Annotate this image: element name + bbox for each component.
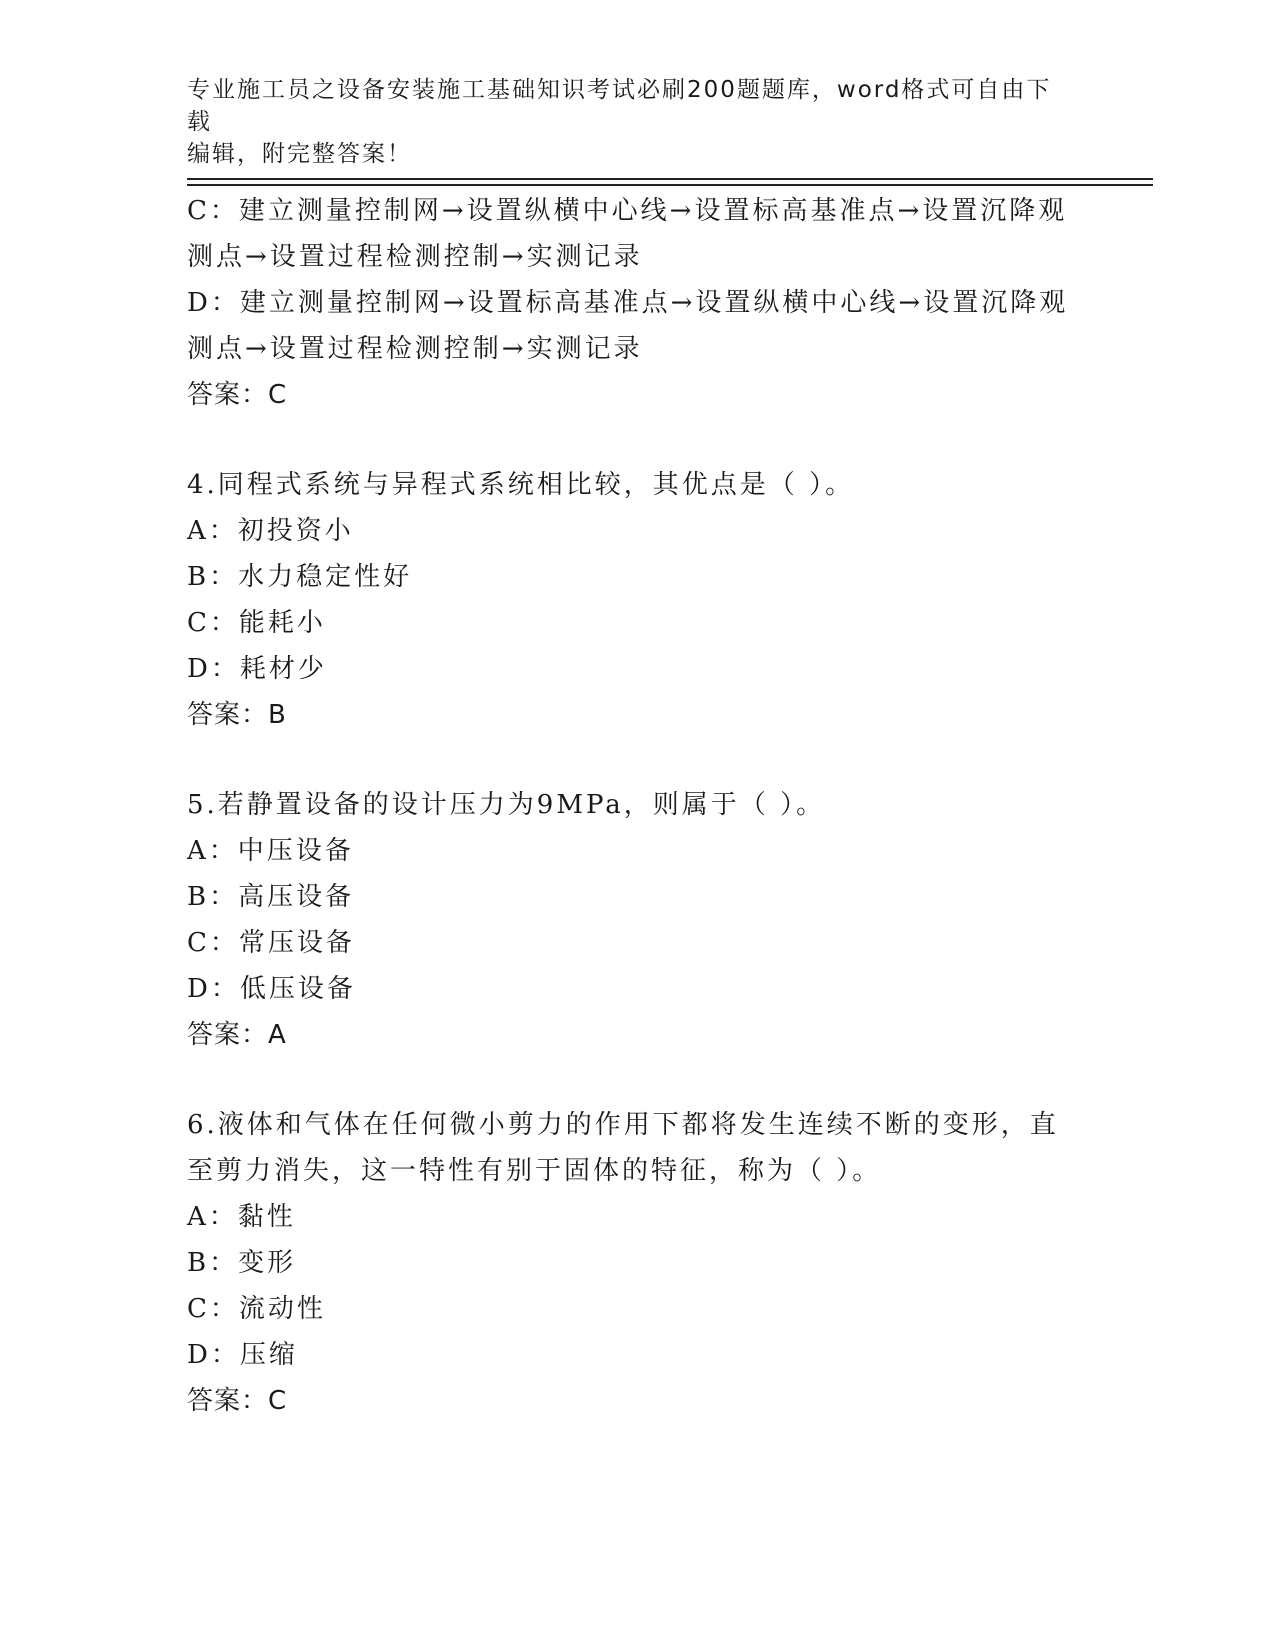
document-header <box>187 74 1067 170</box>
question-3-continued <box>187 188 1087 418</box>
option-a: A：黏性 <box>187 1202 296 1232</box>
option-d: D：低压设备 <box>187 974 356 1004</box>
option-b: B：变形 <box>187 1248 297 1278</box>
header-line-1: 专业施工员之设备安装施工基础知识考试必刷200题题库，word格式可自由下载 <box>187 77 1052 135</box>
option-a: A：中压设备 <box>187 836 354 866</box>
option-b: B：水力稳定性好 <box>187 562 413 592</box>
question-title-line-1: 6.液体和气体在任何微小剪力的作用下都将发生连续不断的变形，直 <box>187 1110 1059 1140</box>
option-d: D：耗材少 <box>187 654 327 684</box>
answer-line: 答案：A <box>187 1020 287 1050</box>
option-b: B：高压设备 <box>187 882 355 912</box>
spacer <box>187 738 1087 782</box>
question-5 <box>187 782 1087 1058</box>
question-4 <box>187 462 1087 738</box>
option-d: D：压缩 <box>187 1340 298 1370</box>
answer-line: 答案：C <box>187 1386 288 1416</box>
answer-line: 答案：B <box>187 700 287 730</box>
header-divider-bottom <box>187 184 1153 186</box>
spacer <box>187 418 1087 462</box>
question-title: 5.若静置设备的设计压力为9MPa，则属于（ ）。 <box>187 790 826 820</box>
option-d-line-1: D：建立测量控制网→设置标高基准点→设置纵横中心线→设置沉降观 <box>187 288 1069 318</box>
question-title: 4.同程式系统与异程式系统相比较，其优点是（ ）。 <box>187 470 855 500</box>
answer-line: 答案：C <box>187 380 288 410</box>
option-c: C：流动性 <box>187 1294 326 1324</box>
option-c-line-2: 测点→设置过程检测控制→实测记录 <box>187 242 643 272</box>
option-c-line-1: C：建立测量控制网→设置纵横中心线→设置标高基准点→设置沉降观 <box>187 196 1068 226</box>
option-a: A：初投资小 <box>187 516 354 546</box>
header-line-2: 编辑，附完整答案！ <box>187 141 412 167</box>
option-c: C：常压设备 <box>187 928 355 958</box>
question-content <box>187 188 1087 1424</box>
question-title-line-2: 至剪力消失，这一特性有别于固体的特征，称为（ ）。 <box>187 1156 882 1186</box>
header-divider-top <box>187 178 1153 180</box>
spacer <box>187 1058 1087 1102</box>
option-c: C：能耗小 <box>187 608 326 638</box>
question-6 <box>187 1102 1087 1424</box>
option-d-line-2: 测点→设置过程检测控制→实测记录 <box>187 334 643 364</box>
